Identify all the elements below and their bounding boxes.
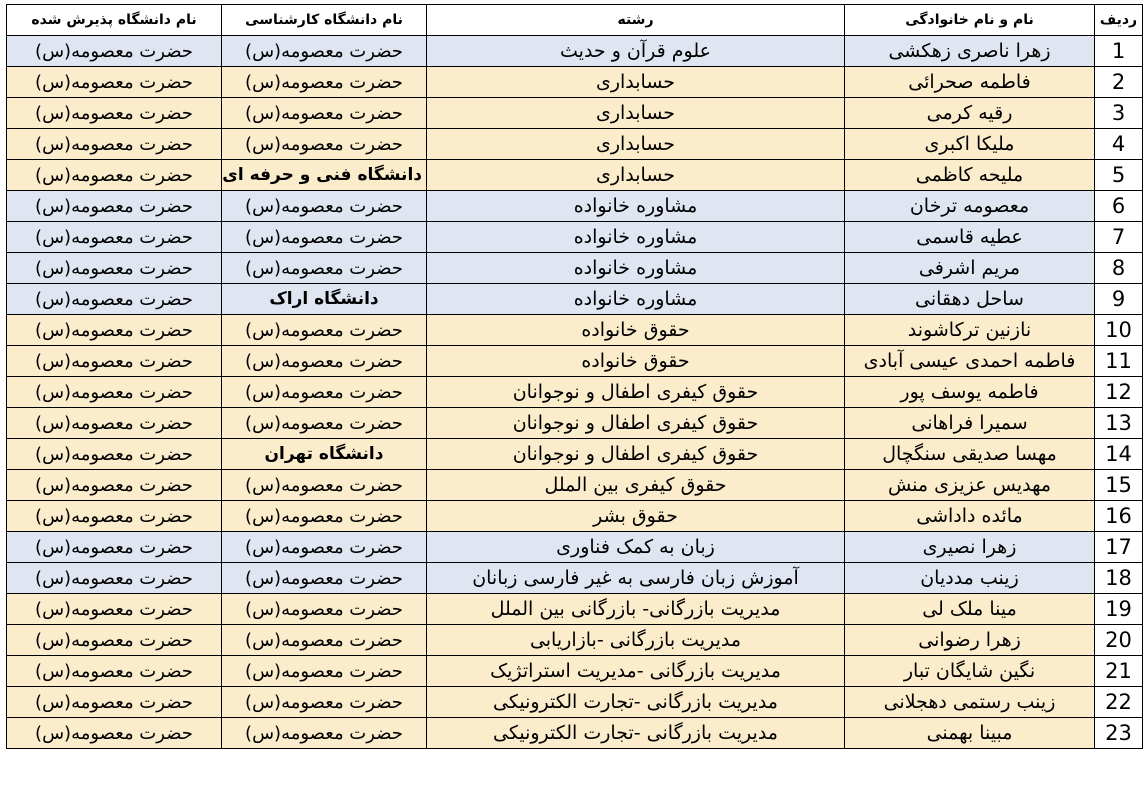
header-row [7, 5, 1143, 36]
admitted-university: حضرت معصومه(س) [7, 36, 222, 67]
admitted-university: حضرت معصومه(س) [7, 532, 222, 563]
row-number: 6 [1095, 191, 1143, 222]
student-name: ملیکا اکبری [845, 129, 1095, 160]
student-name: مائده داداشی [845, 501, 1095, 532]
major: حقوق خانواده [427, 346, 845, 377]
student-name: مینا ملک لی [845, 594, 1095, 625]
table-row [7, 284, 1143, 315]
bachelor-university: حضرت معصومه(س) [222, 253, 427, 284]
bachelor-university: حضرت معصومه(س) [222, 346, 427, 377]
row-number: 4 [1095, 129, 1143, 160]
bachelor-university: دانشگاه اراک [222, 284, 427, 315]
bachelor-university: حضرت معصومه(س) [222, 67, 427, 98]
student-name: فاطمه صحرائی [845, 67, 1095, 98]
admitted-university: حضرت معصومه(س) [7, 687, 222, 718]
bachelor-university: حضرت معصومه(س) [222, 687, 427, 718]
row-number: 7 [1095, 222, 1143, 253]
row-number: 14 [1095, 439, 1143, 470]
admitted-university: حضرت معصومه(س) [7, 377, 222, 408]
row-number: 22 [1095, 687, 1143, 718]
bachelor-university: حضرت معصومه(س) [222, 191, 427, 222]
table-row [7, 532, 1143, 563]
row-number: 10 [1095, 315, 1143, 346]
table-row [7, 129, 1143, 160]
row-number: 17 [1095, 532, 1143, 563]
major: حقوق کیفری اطفال و نوجوانان [427, 377, 845, 408]
major: حسابداری [427, 129, 845, 160]
table-row [7, 501, 1143, 532]
row-number: 20 [1095, 625, 1143, 656]
table-row [7, 687, 1143, 718]
header-bachelor-university: نام دانشگاه کارشناسی [222, 5, 427, 36]
major: مدیریت بازرگانی -مدیریت استراتژیک [427, 656, 845, 687]
student-name: زینب رستمی دهجلانی [845, 687, 1095, 718]
student-name: زهرا رضوانی [845, 625, 1095, 656]
student-name: عطیه قاسمی [845, 222, 1095, 253]
bachelor-university: حضرت معصومه(س) [222, 563, 427, 594]
bachelor-university: حضرت معصومه(س) [222, 408, 427, 439]
table-row [7, 656, 1143, 687]
table-row [7, 315, 1143, 346]
table-row [7, 408, 1143, 439]
row-number: 9 [1095, 284, 1143, 315]
header-name: نام و نام خانوادگی [845, 5, 1095, 36]
student-name: مریم اشرفی [845, 253, 1095, 284]
student-name: زهرا نصیری [845, 532, 1095, 563]
header-row-number: ردیف [1095, 5, 1143, 36]
admitted-university: حضرت معصومه(س) [7, 67, 222, 98]
bachelor-university: حضرت معصومه(س) [222, 532, 427, 563]
admitted-university: حضرت معصومه(س) [7, 222, 222, 253]
row-number: 5 [1095, 160, 1143, 191]
table-row [7, 191, 1143, 222]
header-admitted-university: نام دانشگاه پذیرش شده [7, 5, 222, 36]
student-name: ساحل دهقانی [845, 284, 1095, 315]
admitted-university: حضرت معصومه(س) [7, 408, 222, 439]
admitted-university: حضرت معصومه(س) [7, 191, 222, 222]
admissions-table [6, 4, 1143, 749]
table-row [7, 594, 1143, 625]
major: زبان به کمک فناوری [427, 532, 845, 563]
admitted-university: حضرت معصومه(س) [7, 315, 222, 346]
student-name: فاطمه احمدی عیسی آبادی [845, 346, 1095, 377]
table-row [7, 439, 1143, 470]
major: مشاوره خانواده [427, 191, 845, 222]
table-row [7, 470, 1143, 501]
bachelor-university: دانشگاه فنی و حرفه ای [222, 160, 427, 191]
student-name: زهرا ناصری زهکشی [845, 36, 1095, 67]
major: مدیریت بازرگانی -تجارت الکترونیکی [427, 687, 845, 718]
admitted-university: حضرت معصومه(س) [7, 656, 222, 687]
admitted-university: حضرت معصومه(س) [7, 470, 222, 501]
bachelor-university: حضرت معصومه(س) [222, 718, 427, 749]
major: مشاوره خانواده [427, 284, 845, 315]
table-row [7, 67, 1143, 98]
student-name: نگین شایگان تبار [845, 656, 1095, 687]
bachelor-university: حضرت معصومه(س) [222, 656, 427, 687]
student-name: نازنین ترکاشوند [845, 315, 1095, 346]
admitted-university: حضرت معصومه(س) [7, 346, 222, 377]
table-row [7, 625, 1143, 656]
student-name: زینب مددیان [845, 563, 1095, 594]
admitted-university: حضرت معصومه(س) [7, 98, 222, 129]
row-number: 19 [1095, 594, 1143, 625]
major: حقوق بشر [427, 501, 845, 532]
student-name: معصومه ترخان [845, 191, 1095, 222]
row-number: 16 [1095, 501, 1143, 532]
bachelor-university: حضرت معصومه(س) [222, 501, 427, 532]
bachelor-university: حضرت معصومه(س) [222, 222, 427, 253]
bachelor-university: حضرت معصومه(س) [222, 377, 427, 408]
bachelor-university: حضرت معصومه(س) [222, 315, 427, 346]
table-row [7, 98, 1143, 129]
row-number: 2 [1095, 67, 1143, 98]
admitted-university: حضرت معصومه(س) [7, 563, 222, 594]
major: علوم قرآن و حدیث [427, 36, 845, 67]
student-name: سمیرا فراهانی [845, 408, 1095, 439]
table-body [7, 36, 1143, 749]
row-number: 12 [1095, 377, 1143, 408]
admitted-university: حضرت معصومه(س) [7, 160, 222, 191]
major: مدیریت بازرگانی -تجارت الکترونیکی [427, 718, 845, 749]
row-number: 15 [1095, 470, 1143, 501]
table-row [7, 377, 1143, 408]
major: حسابداری [427, 67, 845, 98]
table-row [7, 160, 1143, 191]
admitted-university: حضرت معصومه(س) [7, 253, 222, 284]
major: حقوق خانواده [427, 315, 845, 346]
bachelor-university: حضرت معصومه(س) [222, 129, 427, 160]
major: مدیریت بازرگانی- بازرگانی بین الملل [427, 594, 845, 625]
major: آموزش زبان فارسی به غیر فارسی زبانان [427, 563, 845, 594]
admitted-university: حضرت معصومه(س) [7, 718, 222, 749]
row-number: 3 [1095, 98, 1143, 129]
student-name: رقیه کرمی [845, 98, 1095, 129]
row-number: 8 [1095, 253, 1143, 284]
major: مشاوره خانواده [427, 253, 845, 284]
student-name: فاطمه یوسف پور [845, 377, 1095, 408]
admitted-university: حضرت معصومه(س) [7, 625, 222, 656]
table-row [7, 253, 1143, 284]
bachelor-university: حضرت معصومه(س) [222, 594, 427, 625]
row-number: 18 [1095, 563, 1143, 594]
bachelor-university: حضرت معصومه(س) [222, 36, 427, 67]
major: حسابداری [427, 160, 845, 191]
major: حقوق کیفری اطفال و نوجوانان [427, 408, 845, 439]
student-name: مبینا بهمنی [845, 718, 1095, 749]
row-number: 23 [1095, 718, 1143, 749]
table-row [7, 36, 1143, 67]
admitted-university: حضرت معصومه(س) [7, 501, 222, 532]
table-row [7, 346, 1143, 377]
table-row [7, 563, 1143, 594]
row-number: 13 [1095, 408, 1143, 439]
bachelor-university: دانشگاه تهران [222, 439, 427, 470]
admitted-university: حضرت معصومه(س) [7, 129, 222, 160]
student-name: ملیحه کاظمی [845, 160, 1095, 191]
admitted-university: حضرت معصومه(س) [7, 594, 222, 625]
major: حسابداری [427, 98, 845, 129]
student-name: مهسا صدیقی سنگچال [845, 439, 1095, 470]
major: حقوق کیفری اطفال و نوجوانان [427, 439, 845, 470]
major: مشاوره خانواده [427, 222, 845, 253]
major: حقوق کیفری بین الملل [427, 470, 845, 501]
student-name: مهدیس عزیزی منش [845, 470, 1095, 501]
table-row [7, 222, 1143, 253]
table-row [7, 718, 1143, 749]
admitted-university: حضرت معصومه(س) [7, 284, 222, 315]
major: مدیریت بازرگانی -بازاریابی [427, 625, 845, 656]
row-number: 21 [1095, 656, 1143, 687]
row-number: 1 [1095, 36, 1143, 67]
bachelor-university: حضرت معصومه(س) [222, 470, 427, 501]
row-number: 11 [1095, 346, 1143, 377]
bachelor-university: حضرت معصومه(س) [222, 625, 427, 656]
header-major: رشته [427, 5, 845, 36]
bachelor-university: حضرت معصومه(س) [222, 98, 427, 129]
admitted-university: حضرت معصومه(س) [7, 439, 222, 470]
